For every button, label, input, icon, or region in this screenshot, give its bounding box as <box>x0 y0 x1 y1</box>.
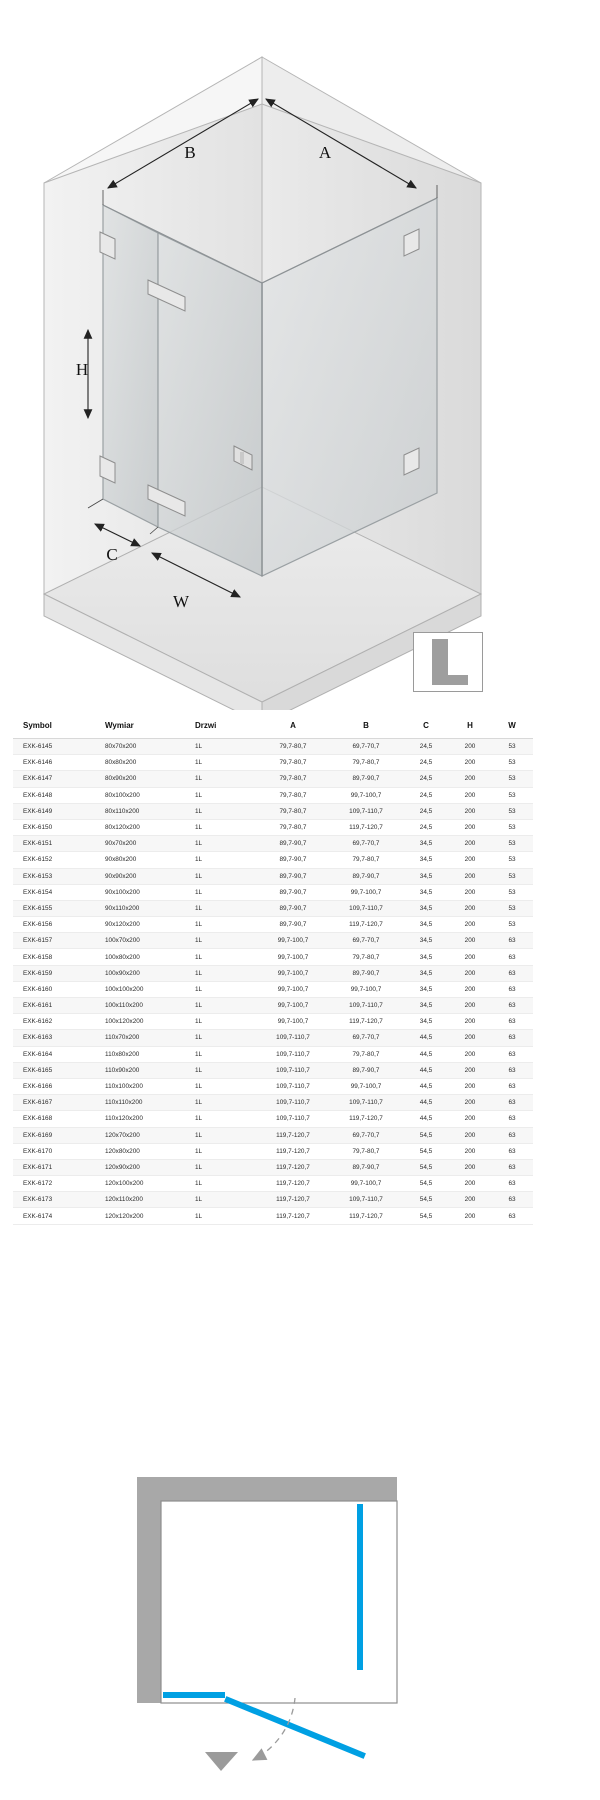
isometric-shower-enclosure-drawing <box>0 0 600 710</box>
table-row <box>13 1095 533 1111</box>
cell-symbol: EXK-6171 <box>13 1159 95 1175</box>
cell-b: 79,7-80,7 <box>329 1143 403 1159</box>
cell-wymiar: 110x110x200 <box>95 1095 185 1111</box>
cell-c: 24,5 <box>403 803 449 819</box>
table-header-row <box>13 713 533 739</box>
cell-a: 119,7-120,7 <box>257 1127 329 1143</box>
table-row <box>13 787 533 803</box>
cell-c: 34,5 <box>403 981 449 997</box>
cell-c: 24,5 <box>403 771 449 787</box>
cell-c: 34,5 <box>403 900 449 916</box>
cell-drzwi: 1L <box>185 1062 257 1078</box>
cell-drzwi: 1L <box>185 1143 257 1159</box>
cell-w: 63 <box>491 1062 533 1078</box>
cell-drzwi: 1L <box>185 1030 257 1046</box>
cell-symbol: EXK-6162 <box>13 1014 95 1030</box>
cell-wymiar: 80x70x200 <box>95 739 185 755</box>
cell-b: 79,7-80,7 <box>329 852 403 868</box>
table-row <box>13 868 533 884</box>
cell-w: 53 <box>491 868 533 884</box>
cell-wymiar: 110x120x200 <box>95 1111 185 1127</box>
cell-w: 63 <box>491 1030 533 1046</box>
table-row <box>13 998 533 1014</box>
cell-drzwi: 1L <box>185 819 257 835</box>
cell-w: 63 <box>491 965 533 981</box>
cell-wymiar: 80x110x200 <box>95 803 185 819</box>
cell-c: 44,5 <box>403 1095 449 1111</box>
table-row <box>13 739 533 755</box>
cell-c: 24,5 <box>403 787 449 803</box>
cell-wymiar: 90x70x200 <box>95 836 185 852</box>
cell-h: 200 <box>449 917 491 933</box>
cell-wymiar: 90x120x200 <box>95 917 185 933</box>
dimension-label-b: B <box>184 143 196 162</box>
cell-b: 109,7-110,7 <box>329 1095 403 1111</box>
table-row <box>13 1046 533 1062</box>
cell-c: 44,5 <box>403 1030 449 1046</box>
cell-b: 109,7-110,7 <box>329 900 403 916</box>
table-body <box>13 739 533 1225</box>
cell-c: 34,5 <box>403 917 449 933</box>
cell-symbol: EXK-6152 <box>13 852 95 868</box>
specification-table <box>13 713 533 1225</box>
cell-symbol: EXK-6146 <box>13 755 95 771</box>
cell-wymiar: 120x80x200 <box>95 1143 185 1159</box>
cell-a: 109,7-110,7 <box>257 1078 329 1094</box>
table-row <box>13 819 533 835</box>
cell-w: 63 <box>491 949 533 965</box>
cell-symbol: EXK-6150 <box>13 819 95 835</box>
cell-w: 53 <box>491 900 533 916</box>
cell-drzwi: 1L <box>185 998 257 1014</box>
cell-w: 63 <box>491 933 533 949</box>
cell-a: 79,7-80,7 <box>257 803 329 819</box>
cell-a: 109,7-110,7 <box>257 1111 329 1127</box>
cell-w: 63 <box>491 1014 533 1030</box>
cell-drzwi: 1L <box>185 1176 257 1192</box>
cell-a: 89,7-90,7 <box>257 900 329 916</box>
cell-w: 53 <box>491 884 533 900</box>
cell-c: 54,5 <box>403 1176 449 1192</box>
cell-a: 99,7-100,7 <box>257 1014 329 1030</box>
cell-wymiar: 120x120x200 <box>95 1208 185 1224</box>
dimension-label-h: H <box>75 360 89 379</box>
cell-symbol: EXK-6167 <box>13 1095 95 1111</box>
cell-b: 109,7-110,7 <box>329 803 403 819</box>
cell-wymiar: 100x100x200 <box>95 981 185 997</box>
cell-symbol: EXK-6149 <box>13 803 95 819</box>
cell-drzwi: 1L <box>185 771 257 787</box>
cell-wymiar: 80x120x200 <box>95 819 185 835</box>
cell-b: 99,7-100,7 <box>329 981 403 997</box>
cell-symbol: EXK-6147 <box>13 771 95 787</box>
cell-c: 34,5 <box>403 998 449 1014</box>
cell-drzwi: 1L <box>185 852 257 868</box>
cell-wymiar: 90x100x200 <box>95 884 185 900</box>
cell-wymiar: 120x100x200 <box>95 1176 185 1192</box>
cell-drzwi: 1L <box>185 836 257 852</box>
cell-w: 53 <box>491 739 533 755</box>
cell-symbol: EXK-6170 <box>13 1143 95 1159</box>
cell-a: 89,7-90,7 <box>257 836 329 852</box>
cell-h: 200 <box>449 981 491 997</box>
cell-symbol: EXK-6158 <box>13 949 95 965</box>
cell-a: 89,7-90,7 <box>257 868 329 884</box>
table-row <box>13 900 533 916</box>
cell-c: 34,5 <box>403 836 449 852</box>
cell-a: 99,7-100,7 <box>257 949 329 965</box>
cell-a: 89,7-90,7 <box>257 917 329 933</box>
cell-drzwi: 1L <box>185 1014 257 1030</box>
cell-wymiar: 100x80x200 <box>95 949 185 965</box>
cell-symbol: EXK-6159 <box>13 965 95 981</box>
plan-glass-panels <box>166 1507 360 1695</box>
cell-drzwi: 1L <box>185 1127 257 1143</box>
cell-b: 109,7-110,7 <box>329 1192 403 1208</box>
cell-b: 89,7-90,7 <box>329 771 403 787</box>
column-header-symbol: Symbol <box>13 713 95 739</box>
cell-c: 44,5 <box>403 1111 449 1127</box>
cell-h: 200 <box>449 739 491 755</box>
table-row <box>13 1208 533 1224</box>
cell-b: 69,7-70,7 <box>329 739 403 755</box>
cell-w: 53 <box>491 836 533 852</box>
column-header-b: B <box>329 713 403 739</box>
cell-a: 99,7-100,7 <box>257 965 329 981</box>
cell-symbol: EXK-6161 <box>13 998 95 1014</box>
cell-a: 119,7-120,7 <box>257 1192 329 1208</box>
cell-w: 63 <box>491 1143 533 1159</box>
table-row <box>13 1127 533 1143</box>
cell-w: 63 <box>491 1159 533 1175</box>
cell-wymiar: 80x90x200 <box>95 771 185 787</box>
cell-c: 34,5 <box>403 1014 449 1030</box>
cell-c: 24,5 <box>403 755 449 771</box>
cell-drzwi: 1L <box>185 1095 257 1111</box>
table-row <box>13 755 533 771</box>
cell-c: 54,5 <box>403 1159 449 1175</box>
cell-h: 200 <box>449 1143 491 1159</box>
cell-h: 200 <box>449 1208 491 1224</box>
cell-h: 200 <box>449 1014 491 1030</box>
cell-h: 200 <box>449 965 491 981</box>
cell-drzwi: 1L <box>185 1078 257 1094</box>
cell-a: 79,7-80,7 <box>257 819 329 835</box>
cell-wymiar: 80x100x200 <box>95 787 185 803</box>
orientation-badge-left <box>413 632 483 692</box>
cell-w: 63 <box>491 1192 533 1208</box>
cell-h: 200 <box>449 819 491 835</box>
glass-door-panel <box>158 233 262 576</box>
cell-wymiar: 120x70x200 <box>95 1127 185 1143</box>
cell-w: 53 <box>491 755 533 771</box>
cell-a: 109,7-110,7 <box>257 1095 329 1111</box>
cell-h: 200 <box>449 836 491 852</box>
cell-h: 200 <box>449 1127 491 1143</box>
table-row <box>13 852 533 868</box>
cell-b: 119,7-120,7 <box>329 1111 403 1127</box>
cell-a: 79,7-80,7 <box>257 739 329 755</box>
cell-h: 200 <box>449 868 491 884</box>
cell-wymiar: 110x90x200 <box>95 1062 185 1078</box>
cell-symbol: EXK-6166 <box>13 1078 95 1094</box>
cell-a: 89,7-90,7 <box>257 852 329 868</box>
cell-wymiar: 100x120x200 <box>95 1014 185 1030</box>
cell-symbol: EXK-6154 <box>13 884 95 900</box>
cell-w: 53 <box>491 819 533 835</box>
cell-c: 54,5 <box>403 1127 449 1143</box>
cell-c: 44,5 <box>403 1062 449 1078</box>
cell-h: 200 <box>449 1111 491 1127</box>
cell-a: 119,7-120,7 <box>257 1159 329 1175</box>
cell-symbol: EXK-6173 <box>13 1192 95 1208</box>
cell-symbol: EXK-6160 <box>13 981 95 997</box>
cell-b: 119,7-120,7 <box>329 1014 403 1030</box>
cell-drzwi: 1L <box>185 1159 257 1175</box>
cell-c: 44,5 <box>403 1046 449 1062</box>
cell-h: 200 <box>449 884 491 900</box>
cell-b: 119,7-120,7 <box>329 1208 403 1224</box>
plan-view-diagram <box>0 1455 600 1800</box>
cell-c: 34,5 <box>403 949 449 965</box>
cell-drzwi: 1L <box>185 965 257 981</box>
cell-symbol: EXK-6164 <box>13 1046 95 1062</box>
cell-w: 53 <box>491 787 533 803</box>
cell-symbol: EXK-6145 <box>13 739 95 755</box>
cell-b: 99,7-100,7 <box>329 884 403 900</box>
cell-b: 99,7-100,7 <box>329 1176 403 1192</box>
cell-b: 99,7-100,7 <box>329 1078 403 1094</box>
cell-drzwi: 1L <box>185 868 257 884</box>
cell-w: 53 <box>491 803 533 819</box>
cell-drzwi: 1L <box>185 900 257 916</box>
cell-w: 63 <box>491 998 533 1014</box>
table-row <box>13 933 533 949</box>
cell-w: 63 <box>491 1095 533 1111</box>
cell-c: 34,5 <box>403 933 449 949</box>
table-row <box>13 1176 533 1192</box>
dimension-label-a: A <box>318 143 332 162</box>
cell-b: 79,7-80,7 <box>329 755 403 771</box>
cell-wymiar: 100x70x200 <box>95 933 185 949</box>
cell-w: 63 <box>491 1111 533 1127</box>
specification-table-wrapper <box>13 713 533 1225</box>
cell-drzwi: 1L <box>185 1208 257 1224</box>
cell-w: 63 <box>491 1176 533 1192</box>
table-row <box>13 1159 533 1175</box>
cell-a: 79,7-80,7 <box>257 771 329 787</box>
cell-c: 34,5 <box>403 884 449 900</box>
cell-b: 69,7-70,7 <box>329 1030 403 1046</box>
cell-c: 44,5 <box>403 1078 449 1094</box>
dimension-label-w: W <box>172 592 190 611</box>
cell-wymiar: 110x100x200 <box>95 1078 185 1094</box>
cell-w: 63 <box>491 1127 533 1143</box>
cell-symbol: EXK-6169 <box>13 1127 95 1143</box>
cell-b: 69,7-70,7 <box>329 1127 403 1143</box>
cell-b: 79,7-80,7 <box>329 1046 403 1062</box>
table-row <box>13 1192 533 1208</box>
door-swing-arc <box>253 1698 295 1760</box>
cell-symbol: EXK-6157 <box>13 933 95 949</box>
cell-drzwi: 1L <box>185 933 257 949</box>
cell-c: 34,5 <box>403 965 449 981</box>
table-row <box>13 803 533 819</box>
cell-h: 200 <box>449 933 491 949</box>
cell-wymiar: 110x80x200 <box>95 1046 185 1062</box>
cell-h: 200 <box>449 1078 491 1094</box>
cell-b: 89,7-90,7 <box>329 965 403 981</box>
cell-c: 54,5 <box>403 1192 449 1208</box>
cell-symbol: EXK-6168 <box>13 1111 95 1127</box>
cell-b: 89,7-90,7 <box>329 868 403 884</box>
cell-symbol: EXK-6163 <box>13 1030 95 1046</box>
cell-h: 200 <box>449 1176 491 1192</box>
cell-symbol: EXK-6172 <box>13 1176 95 1192</box>
cell-wymiar: 120x110x200 <box>95 1192 185 1208</box>
cell-a: 99,7-100,7 <box>257 981 329 997</box>
cell-wymiar: 90x110x200 <box>95 900 185 916</box>
cell-c: 54,5 <box>403 1208 449 1224</box>
cell-wymiar: 80x80x200 <box>95 755 185 771</box>
cell-b: 79,7-80,7 <box>329 949 403 965</box>
cell-b: 89,7-90,7 <box>329 1159 403 1175</box>
cell-wymiar: 90x80x200 <box>95 852 185 868</box>
cell-h: 200 <box>449 1192 491 1208</box>
cell-b: 119,7-120,7 <box>329 819 403 835</box>
cell-c: 24,5 <box>403 819 449 835</box>
cell-w: 63 <box>491 1046 533 1062</box>
cell-w: 63 <box>491 981 533 997</box>
table-row <box>13 1062 533 1078</box>
table-row <box>13 884 533 900</box>
cell-a: 109,7-110,7 <box>257 1046 329 1062</box>
cell-c: 24,5 <box>403 739 449 755</box>
cell-h: 200 <box>449 852 491 868</box>
cell-h: 200 <box>449 900 491 916</box>
table-row <box>13 1078 533 1094</box>
cell-drzwi: 1L <box>185 981 257 997</box>
table-row <box>13 965 533 981</box>
cell-a: 79,7-80,7 <box>257 755 329 771</box>
cell-b: 69,7-70,7 <box>329 933 403 949</box>
table-row <box>13 771 533 787</box>
cell-drzwi: 1L <box>185 787 257 803</box>
cell-h: 200 <box>449 1062 491 1078</box>
cell-drzwi: 1L <box>185 803 257 819</box>
cell-drzwi: 1L <box>185 755 257 771</box>
cell-c: 34,5 <box>403 868 449 884</box>
cell-a: 79,7-80,7 <box>257 787 329 803</box>
cell-c: 34,5 <box>403 852 449 868</box>
column-header-h: H <box>449 713 491 739</box>
column-header-drzwi: Drzwi <box>185 713 257 739</box>
cell-w: 63 <box>491 1208 533 1224</box>
cell-h: 200 <box>449 1095 491 1111</box>
cell-symbol: EXK-6155 <box>13 900 95 916</box>
cell-drzwi: 1L <box>185 917 257 933</box>
cell-a: 99,7-100,7 <box>257 998 329 1014</box>
cell-h: 200 <box>449 998 491 1014</box>
cell-a: 109,7-110,7 <box>257 1062 329 1078</box>
dimension-label-c: C <box>106 545 118 564</box>
column-header-c: C <box>403 713 449 739</box>
column-header-w: W <box>491 713 533 739</box>
cell-symbol: EXK-6165 <box>13 1062 95 1078</box>
cell-b: 109,7-110,7 <box>329 998 403 1014</box>
cell-w: 53 <box>491 771 533 787</box>
cell-h: 200 <box>449 787 491 803</box>
table-row <box>13 836 533 852</box>
swing-direction-arrow <box>205 1752 238 1771</box>
cell-w: 63 <box>491 1078 533 1094</box>
cell-drzwi: 1L <box>185 1192 257 1208</box>
cell-a: 109,7-110,7 <box>257 1030 329 1046</box>
cell-h: 200 <box>449 949 491 965</box>
cell-drzwi: 1L <box>185 949 257 965</box>
cell-a: 99,7-100,7 <box>257 933 329 949</box>
cell-c: 54,5 <box>403 1143 449 1159</box>
cell-drzwi: 1L <box>185 884 257 900</box>
table-row <box>13 981 533 997</box>
cell-b: 89,7-90,7 <box>329 1062 403 1078</box>
cell-a: 89,7-90,7 <box>257 884 329 900</box>
plan-door-panel <box>228 1700 362 1755</box>
cell-drzwi: 1L <box>185 1111 257 1127</box>
cell-symbol: EXK-6148 <box>13 787 95 803</box>
cell-w: 53 <box>491 852 533 868</box>
table-row <box>13 1014 533 1030</box>
table-row <box>13 917 533 933</box>
cell-symbol: EXK-6153 <box>13 868 95 884</box>
cell-a: 119,7-120,7 <box>257 1143 329 1159</box>
cell-b: 119,7-120,7 <box>329 917 403 933</box>
cell-drzwi: 1L <box>185 739 257 755</box>
cell-wymiar: 100x90x200 <box>95 965 185 981</box>
cell-symbol: EXK-6156 <box>13 917 95 933</box>
cell-wymiar: 120x90x200 <box>95 1159 185 1175</box>
table-row <box>13 1111 533 1127</box>
cell-symbol: EXK-6151 <box>13 836 95 852</box>
table-row <box>13 949 533 965</box>
cell-h: 200 <box>449 1159 491 1175</box>
cell-h: 200 <box>449 1046 491 1062</box>
cell-h: 200 <box>449 755 491 771</box>
cell-h: 200 <box>449 803 491 819</box>
cell-h: 200 <box>449 771 491 787</box>
cell-wymiar: 110x70x200 <box>95 1030 185 1046</box>
column-header-a: A <box>257 713 329 739</box>
cell-b: 99,7-100,7 <box>329 787 403 803</box>
cell-wymiar: 100x110x200 <box>95 998 185 1014</box>
cell-b: 69,7-70,7 <box>329 836 403 852</box>
cell-symbol: EXK-6174 <box>13 1208 95 1224</box>
table-row <box>13 1030 533 1046</box>
cell-drzwi: 1L <box>185 1046 257 1062</box>
cell-w: 53 <box>491 917 533 933</box>
cell-a: 119,7-120,7 <box>257 1176 329 1192</box>
cell-wymiar: 90x90x200 <box>95 868 185 884</box>
column-header-wymiar: Wymiar <box>95 713 185 739</box>
cell-a: 119,7-120,7 <box>257 1208 329 1224</box>
cell-h: 200 <box>449 1030 491 1046</box>
table-row <box>13 1143 533 1159</box>
